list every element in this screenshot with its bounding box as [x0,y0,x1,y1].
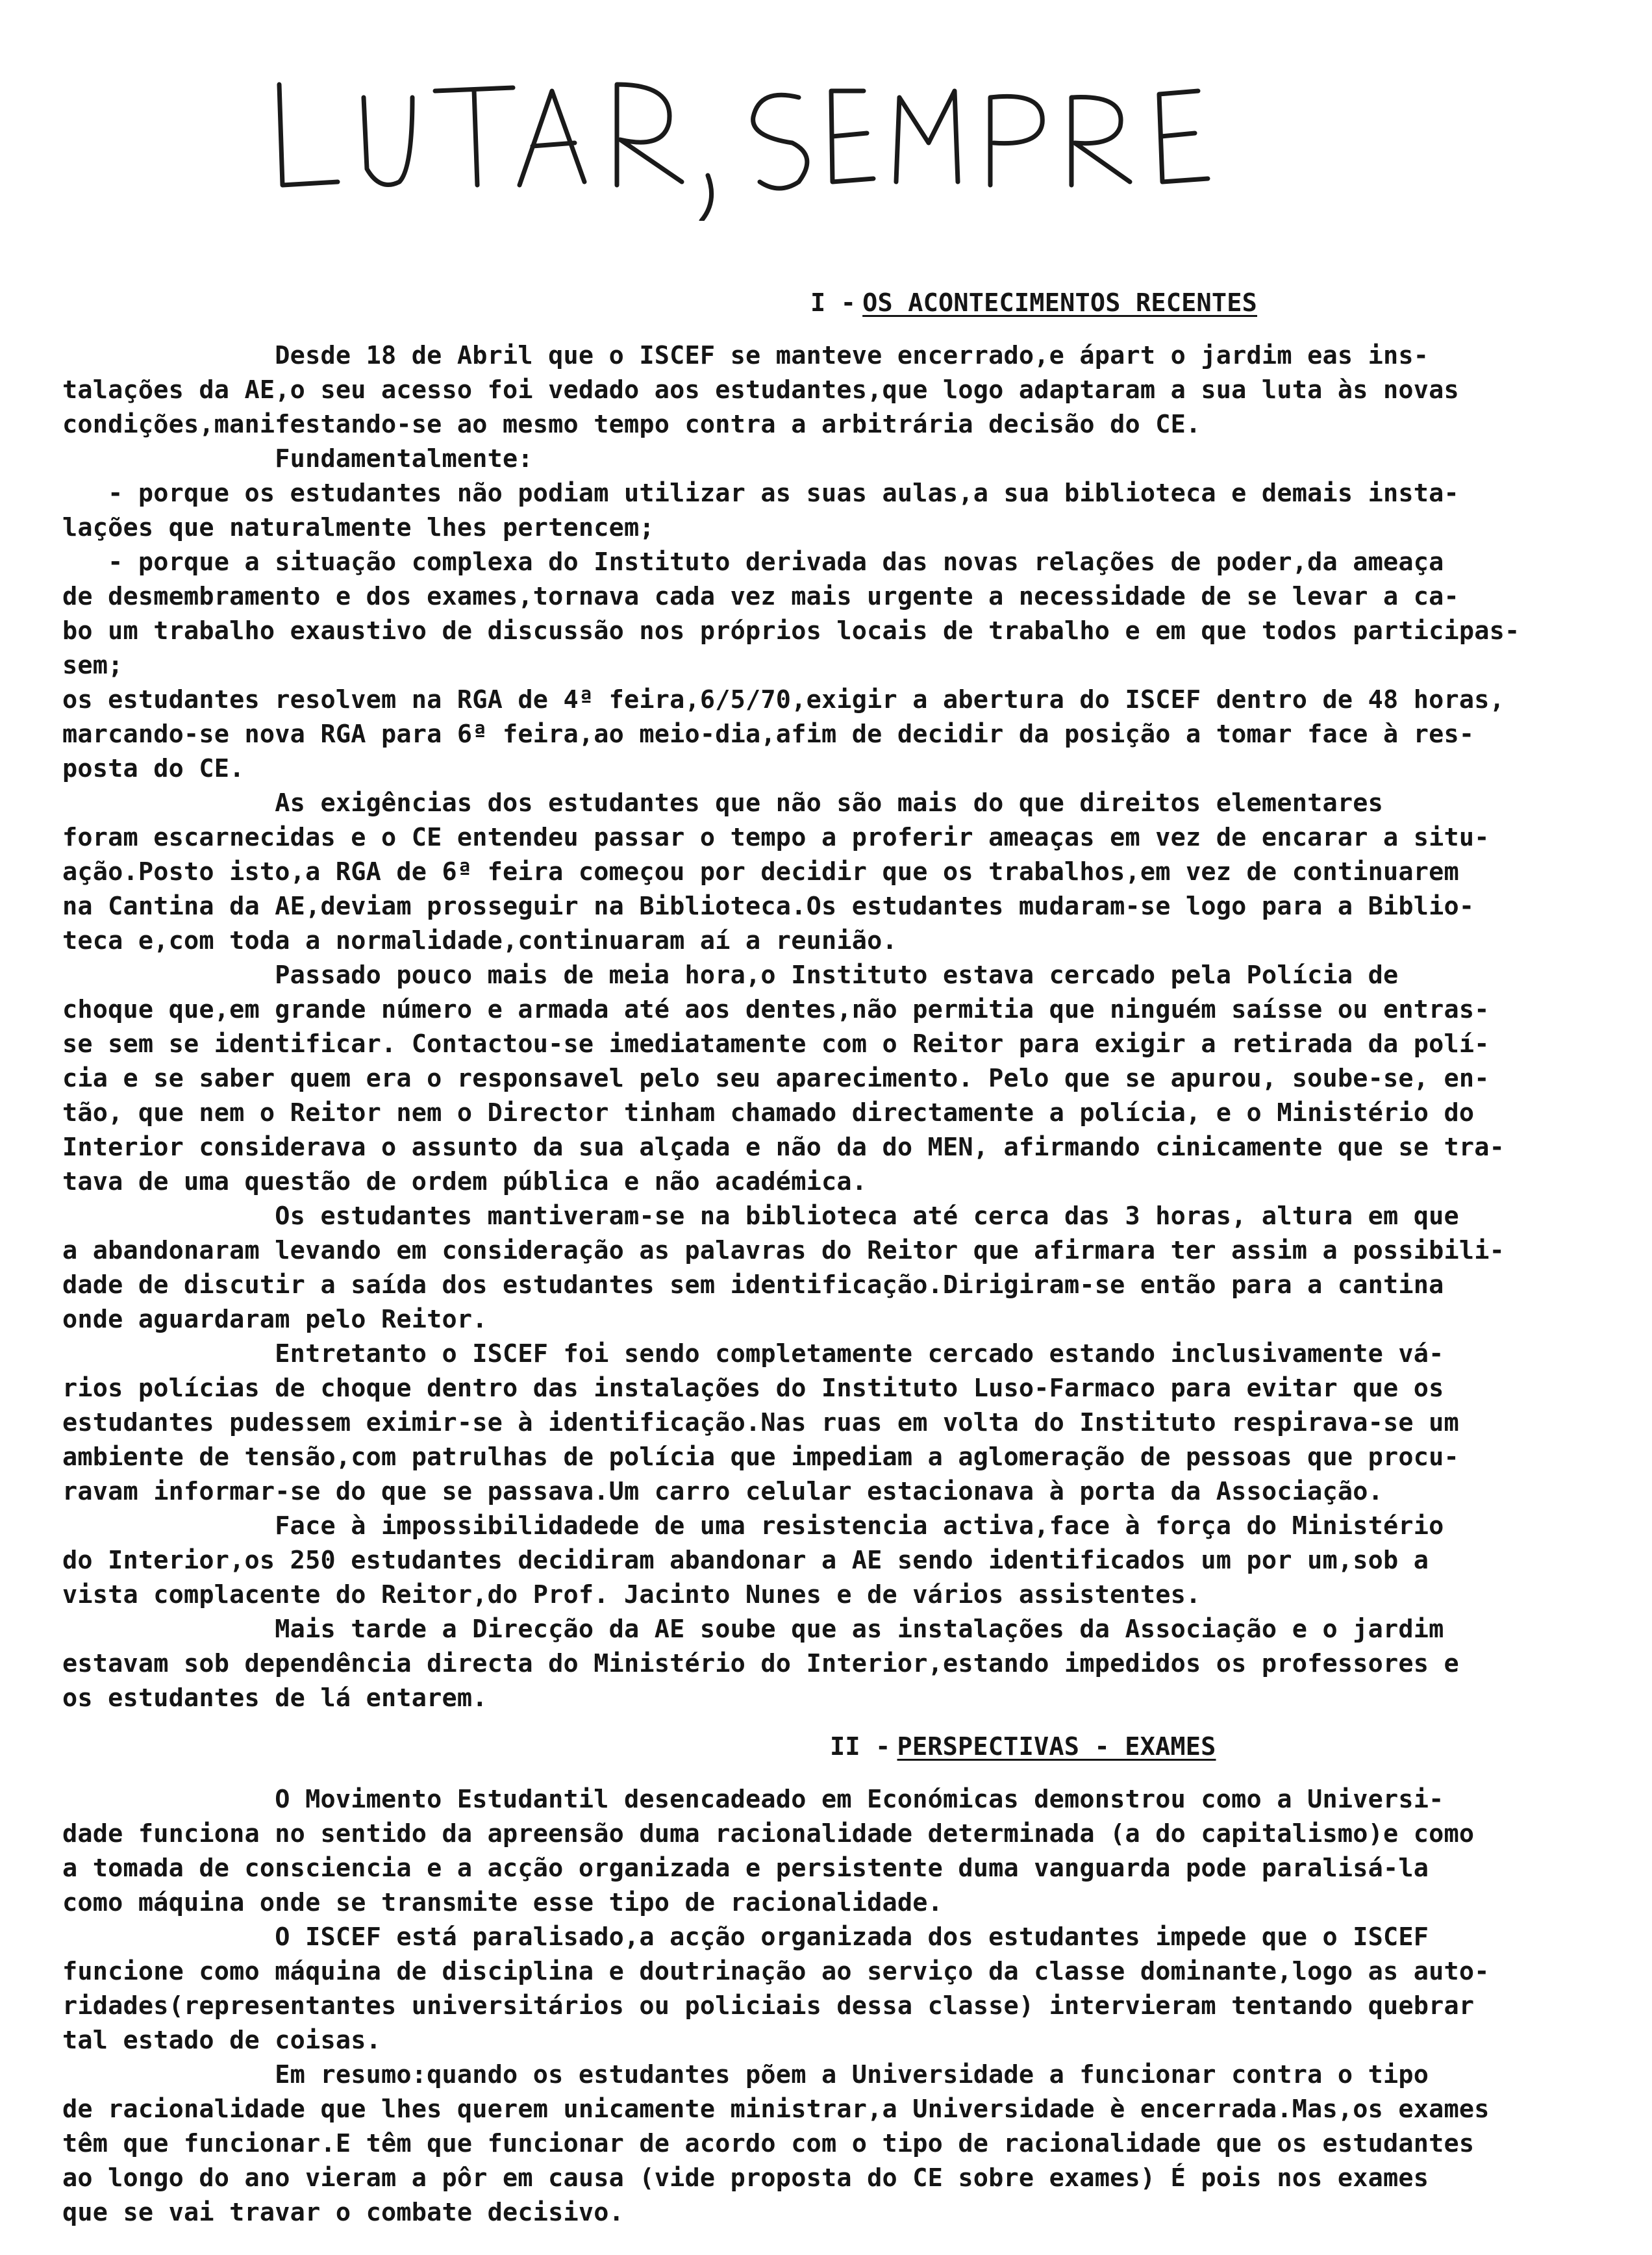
text-line: Passado pouco mais de meia hora,o Instituto estava cercado pela Polícia de [62,961,1399,990]
text-line: Mais tarde a Direcção da AE soube que as instalações da Associação e o jardim [62,1615,1444,1644]
text-line: a abandonaram levando em consideração as palavras do Reitor que afirmara ter assim a possibili- [62,1236,1505,1265]
text-line: Os estudantes mantiveram-se na biblioteca até cerca das 3 horas, altura em que [62,1202,1459,1231]
document-body [62,286,1608,2230]
text-line: cia e se saber quem era o responsavel pelo seu aparecimento. Pelo que se apurou, soube-se, en- [62,1064,1490,1093]
text-line: que se vai travar o combate decisivo. [62,2198,625,2227]
text-line: os estudantes de lá entarem. [62,1683,488,1713]
text-line: Entretanto o ISCEF foi sendo completamente cercado estando inclusivamente vá- [62,1339,1444,1368]
text-line: funcione como máquina de disciplina e doutrinação ao serviço da classe dominante,logo as auto- [62,1957,1490,1986]
text-line: ambiente de tensão,com patrulhas de polícia que impediam a aglomeração de pessoas que procu- [62,1442,1459,1472]
text-line: dade funciona no sentido da apreensão duma racionalidade determinada (a do capitalismo)e como [62,1819,1475,1848]
section-1-text [62,338,1608,1715]
text-line: O Movimento Estudantil desencadeado em Económicas demonstrou como a Universi- [62,1785,1444,1814]
text-line: lações que naturalmente lhes pertencem; [62,513,655,542]
section-heading-1 [62,286,1608,320]
text-line: onde aguardaram pelo Reitor. [62,1305,488,1334]
text-line: Fundamentalmente: [62,444,533,473]
text-line: de racionalidade que lhes querem unicamente ministrar,a Universidade è encerrada.Mas,os exames [62,2095,1490,2124]
text-line: As exigências dos estudantes que não são mais do que direitos elementares [62,788,1383,818]
text-line: Face à impossibilidadede de uma resistencia activa,face à força do Ministério [62,1511,1444,1541]
text-line: condições,manifestando-se ao mesmo tempo contra a arbitrária decisão do CE. [62,410,1201,439]
section-number: I - [810,288,857,318]
text-line: rios polícias de choque dentro das instalações do Instituto Luso-Farmaco para evitar que os [62,1374,1444,1403]
section-title: OS ACONTECIMENTOS RECENTES [862,288,1257,318]
text-line: tal estado de coisas. [62,2026,381,2055]
text-line: ridades(representantes universitários ou policiais dessa classe) intervieram tentando quebrar [62,1991,1475,2021]
text-line: Interior considerava o assunto da sua alçada e não da do MEN, afirmando cinicamente que se tra- [62,1133,1505,1162]
text-line: do Interior,os 250 estudantes decidiram abandonar a AE sendo identificados um por um,sob a [62,1546,1429,1575]
section-title: PERSPECTIVAS - EXAMES [897,1732,1216,1761]
text-line: tão, que nem o Reitor nem o Director tinham chamado directamente a polícia, e o Ministério do [62,1098,1475,1128]
text-line: têm que funcionar.E têm que funcionar de acordo com o tipo de racionalidade que os estudantes [62,2129,1475,2158]
text-line: de desmembramento e dos exames,tornava cada vez mais urgente a necessidade de se levar a ca- [62,582,1459,611]
text-line: bo um trabalho exaustivo de discussão nos próprios locais de trabalho e em que todos participas- [62,616,1520,646]
text-line: os estudantes resolvem na RGA de 4ª feira,6/5/70,exigir a abertura do ISCEF dentro de 48 horas, [62,685,1505,714]
text-line: teca e,com toda a normalidade,continuaram aí a reunião. [62,926,897,955]
text-line: Em resumo:quando os estudantes põem a Universidade a funcionar contra o tipo [62,2060,1429,2089]
text-line: vista complacente do Reitor,do Prof. Jacinto Nunes e de vários assistentes. [62,1580,1201,1609]
handwritten-title [260,71,1429,221]
section-2-text [62,1782,1608,2230]
text-line: talações da AE,o seu acesso foi vedado aos estudantes,que logo adaptaram a sua luta às novas [62,375,1459,405]
text-line: sem; [62,651,123,680]
text-line: - porque os estudantes não podiam utilizar as suas aulas,a sua biblioteca e demais insta- [62,479,1459,508]
text-line: ao longo do ano vieram a pôr em causa (vide proposta do CE sobre exames) É pois nos exames [62,2163,1429,2193]
text-line: se sem se identificar. Contactou-se imediatamente com o Reitor para exigir a retirada da polí- [62,1029,1490,1059]
text-line: choque que,em grande número e armada até aos dentes,não permitia que ninguém saísse ou entras- [62,995,1490,1024]
text-line: foram escarnecidas e o CE entendeu passar o tempo a proferir ameaças em vez de encarar a situ- [62,823,1490,852]
section-heading-2 [62,1730,1608,1764]
text-line: - porque a situação complexa do Instituto derivada das novas relações de poder,da ameaça [62,548,1444,577]
text-line: a tomada de consciencia e a acção organizada e persistente duma vanguarda pode paralisá-la [62,1854,1429,1883]
text-line: posta do CE. [62,754,245,783]
text-line: ação.Posto isto,a RGA de 6ª feira começou por decidir que os trabalhos,em vez de continuarem [62,857,1459,887]
text-line: ravam informar-se do que se passava.Um carro celular estacionava à porta da Associação. [62,1477,1383,1506]
text-line: na Cantina da AE,deviam prosseguir na Biblioteca.Os estudantes mudaram-se logo para a Biblio- [62,892,1475,921]
handwritten-title-drawing [260,71,1429,221]
text-line: como máquina onde se transmite esse tipo de racionalidade. [62,1888,943,1917]
text-line: Desde 18 de Abril que o ISCEF se manteve encerrado,e ápart o jardim eas ins- [62,341,1429,370]
section-number: II - [830,1732,891,1761]
text-line: marcando-se nova RGA para 6ª feira,ao meio-dia,afim de decidir da posição a tomar face à res- [62,720,1475,749]
text-line: dade de discutir a saída dos estudantes sem identificação.Dirigiram-se então para a cantina [62,1270,1444,1300]
text-line: estudantes pudessem eximir-se à identificação.Nas ruas em volta do Instituto respirava-se um [62,1408,1459,1437]
text-line: O ISCEF está paralisado,a acção organizada dos estudantes impede que o ISCEF [62,1922,1429,1952]
text-line: tava de uma questão de ordem pública e não académica. [62,1167,868,1196]
text-line: estavam sob dependência directa do Ministério do Interior,estando impedidos os professores e [62,1649,1459,1678]
